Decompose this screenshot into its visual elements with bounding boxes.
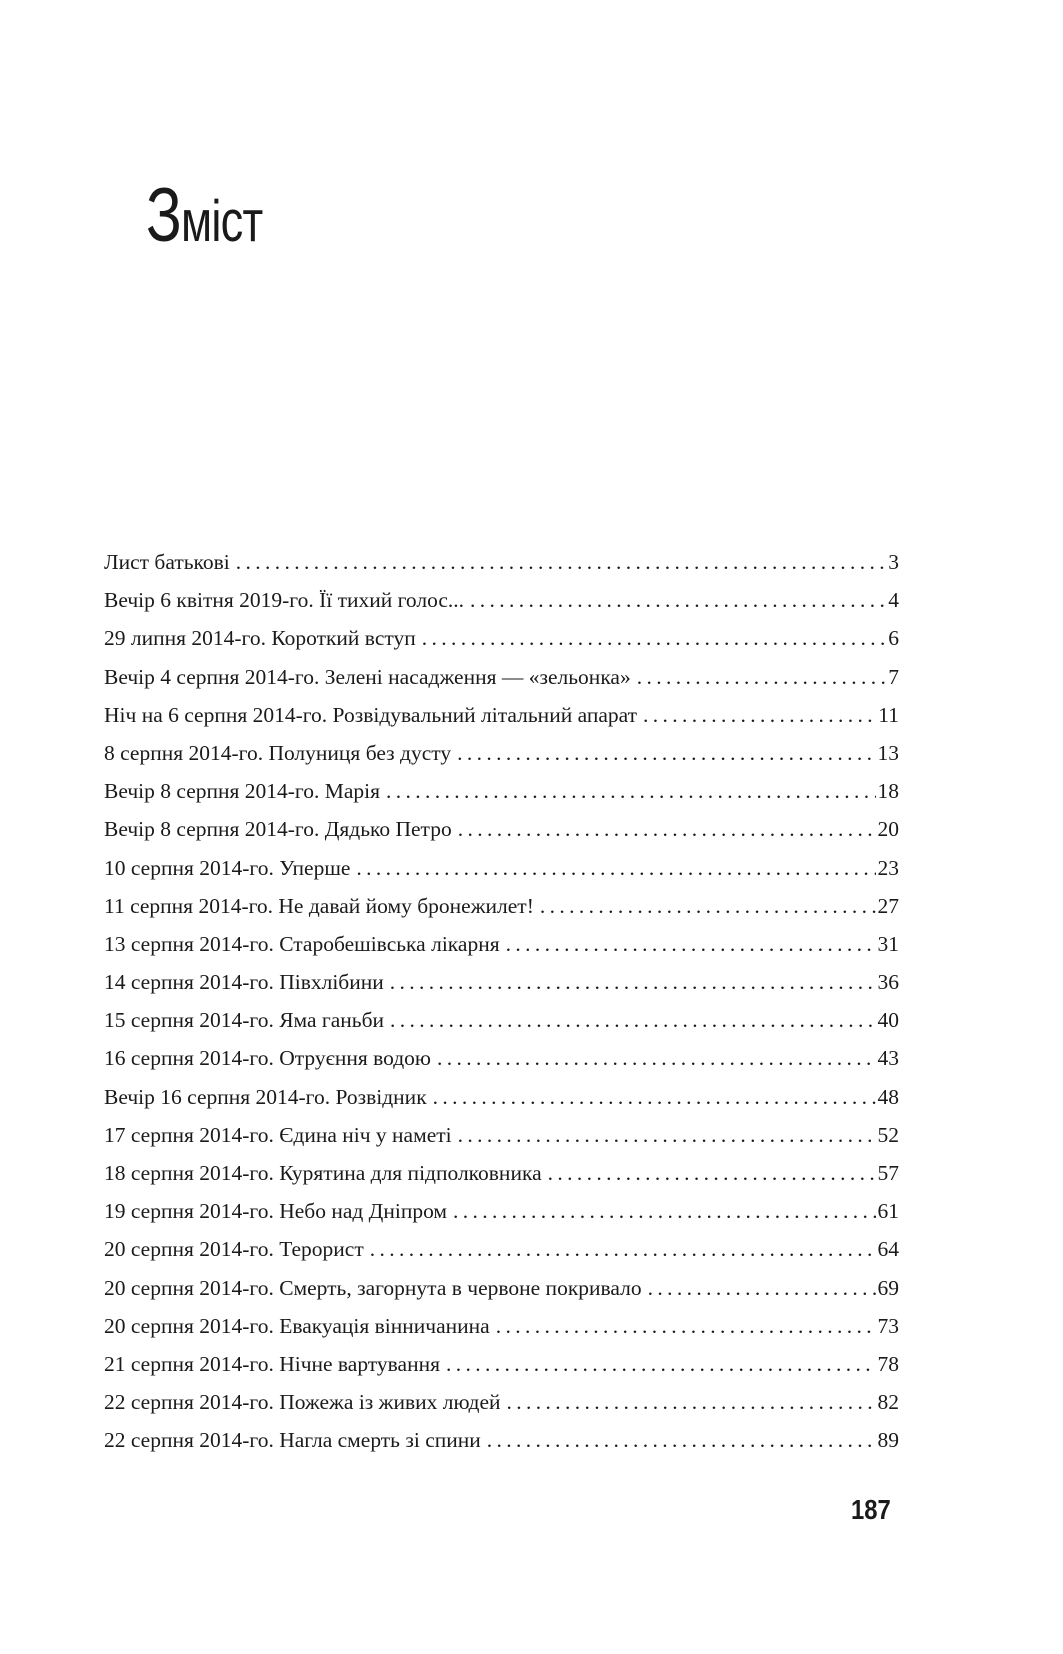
toc-entry[interactable]: [104, 1008, 899, 1046]
toc-entry-page: 52: [877, 1122, 899, 1147]
toc-entry-page: 40: [877, 1008, 899, 1033]
toc-dot-leader: [506, 932, 876, 957]
toc-dot-leader: [457, 741, 875, 766]
toc-entry-title: Ніч на 6 серпня 2014-го. Розвідувальний літальний апарат: [104, 702, 638, 727]
toc-dot-leader: [390, 1008, 875, 1033]
toc-entry-title: 22 серпня 2014-го. Нагла смерть зі спини: [104, 1428, 481, 1453]
toc-dot-leader: [487, 1428, 876, 1453]
page-title-initial: З: [146, 173, 182, 258]
toc-entry-title: 18 серпня 2014-го. Курятина для підполковника: [104, 1161, 542, 1185]
toc-entry[interactable]: [104, 1123, 899, 1161]
toc-dot-leader: [386, 779, 876, 804]
toc-entry-page: 57: [877, 1161, 899, 1185]
toc-entry-title: Вечір 4 серпня 2014-го. Зелені насадження — «зельонка»: [104, 664, 631, 689]
toc-dot-leader: [370, 1237, 876, 1262]
toc-entry-page: 36: [877, 970, 899, 995]
toc-dot-leader: [540, 894, 876, 919]
toc-entry-page: 18: [877, 779, 899, 804]
toc-entry[interactable]: [104, 1161, 899, 1199]
toc-dot-leader: [458, 817, 876, 842]
toc-entry-page: 4: [888, 588, 899, 613]
toc-entry-page: 13: [877, 740, 899, 765]
toc-dot-leader: [548, 1161, 876, 1186]
toc-entry-title: 10 серпня 2014-го. Уперше: [104, 855, 351, 880]
toc-dot-leader: [356, 856, 875, 881]
toc-entry[interactable]: [104, 665, 899, 703]
toc-entry[interactable]: [104, 626, 899, 664]
toc-dot-leader: [422, 626, 887, 651]
toc-dot-leader: [496, 1314, 876, 1339]
toc-entry-title: 11 серпня 2014-го. Не давай йому бронежилет!: [104, 893, 534, 918]
toc-entry-page: 73: [877, 1313, 899, 1338]
toc-entry-title: 29 липня 2014-го. Короткий вступ: [104, 626, 416, 651]
toc-dot-leader: [637, 665, 887, 690]
toc-entry[interactable]: [104, 1276, 899, 1314]
toc-entry[interactable]: [104, 1199, 899, 1237]
toc-dot-leader: [458, 1123, 876, 1148]
toc-entry-page: 61: [877, 1199, 899, 1224]
toc-dot-leader: [446, 1352, 876, 1377]
toc-entry[interactable]: [104, 1085, 899, 1123]
toc-entry-title: 20 серпня 2014-го. Терорист: [104, 1237, 364, 1262]
toc-entry-page: 89: [877, 1428, 899, 1453]
toc-entry-title: 20 серпня 2014-го. Евакуація вінничанина: [104, 1313, 490, 1338]
toc-entry[interactable]: [104, 894, 899, 932]
toc-entry-page: 64: [877, 1237, 899, 1262]
toc-entry[interactable]: [104, 1352, 899, 1390]
toc-entry[interactable]: [104, 970, 899, 1008]
toc-entry-page: 48: [877, 1084, 899, 1109]
toc-entry-title: Лист батькові: [104, 550, 230, 574]
toc-dot-leader: [390, 970, 876, 995]
toc-entry-page: 11: [878, 702, 899, 727]
toc-entry-title: 20 серпня 2014-го. Смерть, загорнута в червоне покривало: [104, 1275, 642, 1300]
toc-entry-title: 13 серпня 2014-го. Старобешівська лікарня: [104, 931, 500, 956]
toc-entry-page: 69: [877, 1275, 899, 1300]
toc-entry[interactable]: [104, 856, 899, 894]
toc-entry[interactable]: [104, 550, 899, 588]
toc-entry-page: 7: [888, 664, 899, 689]
toc-entry-page: 27: [877, 893, 899, 918]
toc-dot-leader: [470, 588, 886, 613]
page-title-rest: міст: [181, 189, 263, 254]
toc-entry[interactable]: [104, 817, 899, 855]
toc-dot-leader: [433, 1085, 876, 1110]
toc-entry-page: 82: [877, 1390, 899, 1415]
toc-entry-title: Вечір 6 квітня 2019-го. Її тихий голос...: [104, 588, 465, 613]
toc-dot-leader: [236, 550, 886, 575]
toc-entry-page: 6: [888, 626, 899, 651]
toc-dot-leader: [437, 1046, 876, 1071]
toc-dot-leader: [453, 1199, 875, 1224]
toc-entry-title: 19 серпня 2014-го. Небо над Дніпром: [104, 1199, 448, 1224]
page-number: 187: [851, 1494, 891, 1525]
toc-entry-title: 14 серпня 2014-го. Півхлібини: [104, 970, 384, 995]
toc-entry[interactable]: [104, 1237, 899, 1275]
toc-entry-title: 8 серпня 2014-го. Полуниця без дусту: [104, 740, 452, 765]
toc-entry-page: 20: [877, 817, 899, 842]
toc-entry-page: 78: [877, 1351, 899, 1376]
toc-dot-leader: [507, 1390, 876, 1415]
toc-entry-page: 3: [888, 550, 899, 574]
toc-entry-title: 16 серпня 2014-го. Отруєння водою: [104, 1046, 431, 1071]
toc-entry-title: Вечір 8 серпня 2014-го. Марія: [104, 779, 380, 804]
page-title: [146, 173, 263, 258]
toc-entry-title: 15 серпня 2014-го. Яма ганьби: [104, 1008, 385, 1033]
toc-entry-title: 22 серпня 2014-го. Пожежа із живих людей: [104, 1390, 501, 1415]
toc-entry[interactable]: [104, 1046, 899, 1084]
toc-entry-title: 17 серпня 2014-го. Єдина ніч у наметі: [104, 1122, 452, 1147]
toc-entry[interactable]: [104, 1428, 899, 1466]
toc-dot-leader: [648, 1276, 876, 1301]
toc-entry[interactable]: [104, 588, 899, 626]
toc-entry[interactable]: [104, 779, 899, 817]
toc-entry-title: Вечір 8 серпня 2014-го. Дядько Петро: [104, 817, 452, 842]
toc-entry[interactable]: [104, 1390, 899, 1428]
toc-entry[interactable]: [104, 932, 899, 970]
table-of-contents: [104, 550, 899, 1467]
toc-entry-title: 21 серпня 2014-го. Нічне вартування: [104, 1351, 440, 1376]
toc-entry[interactable]: [104, 1314, 899, 1352]
toc-entry[interactable]: [104, 741, 899, 779]
toc-entry[interactable]: [104, 703, 899, 741]
toc-entry-page: 43: [877, 1046, 899, 1071]
toc-entry-title: Вечір 16 серпня 2014-го. Розвідник: [104, 1084, 427, 1109]
toc-dot-leader: [643, 703, 876, 728]
toc-entry-page: 23: [877, 855, 899, 880]
toc-entry-page: 31: [877, 931, 899, 956]
